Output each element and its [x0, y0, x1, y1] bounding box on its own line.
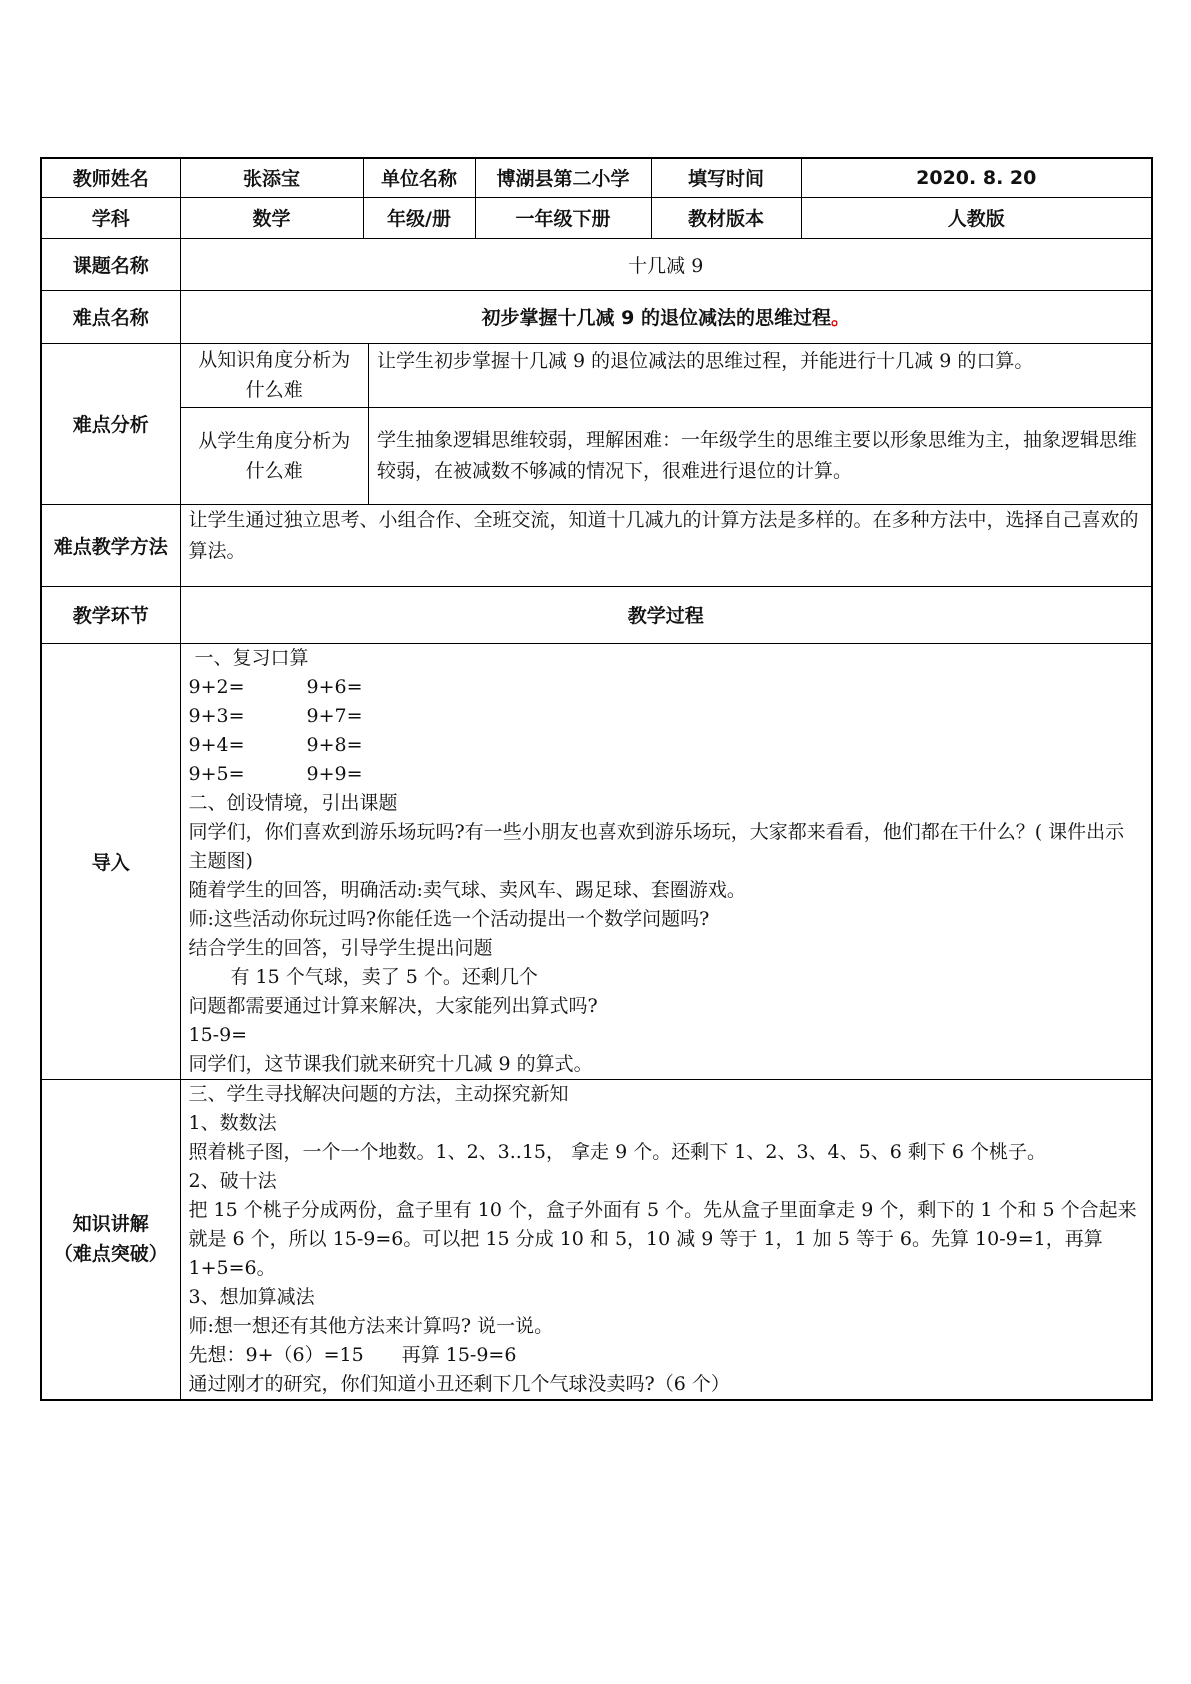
intro-label: 导入: [41, 643, 180, 1079]
lesson-plan-sheet: [40, 157, 1151, 1401]
knowledge-angle-label: 从知识角度分析为什么难: [181, 344, 369, 408]
knowledge-line: 三、学生寻找解决问题的方法，主动探究新知: [188, 1082, 569, 1105]
knowledge-line: 2、破十法: [188, 1169, 277, 1192]
lesson-plan-table: [40, 157, 1153, 1401]
intro-line: 师:这些活动你玩过吗?你能任选一个活动提出一个数学问题吗?: [188, 907, 710, 930]
knowledge-line: 通过刚才的研究，你们知道小丑还剩下几个气球没卖吗?（6 个）: [188, 1372, 730, 1395]
difficulty-dot: 。: [830, 307, 850, 329]
knowledge-label: 知识讲解: [72, 1213, 149, 1235]
intro-title: 一、复习口算: [194, 646, 309, 669]
drill-row: [189, 702, 1144, 731]
info-row-2: [41, 197, 1152, 238]
intro-row: [41, 643, 1152, 1079]
drill-item: 9+2=: [188, 675, 245, 698]
subject-value: 数学: [180, 197, 363, 238]
subject-label: 学科: [41, 197, 180, 238]
drill-item: 9+4=: [188, 733, 245, 756]
intro-line: 同学们，你们喜欢到游乐场玩吗?有一些小朋友也喜欢到游乐场玩，大家都来看看，他们都在干什么？( 课件出示主题图): [188, 820, 1125, 872]
method-row: [41, 504, 1152, 586]
intro-line: 同学们，这节课我们就来研究十几减 9 的算式。: [188, 1052, 593, 1075]
grade-value: 一年级下册: [475, 197, 651, 238]
drill-item: 9+3=: [188, 704, 245, 727]
unit-value: 博湖县第二小学: [475, 158, 651, 197]
student-angle-text: 学生抽象逻辑思维较弱，理解困难：一年级学生的思维主要以形象思维为主，抽象逻辑思维较弱，在被减数不够减的情况下，很难进行退位的计算。: [369, 407, 1152, 503]
analysis-label: 难点分析: [41, 343, 180, 504]
drill-item: 9+7=: [306, 704, 363, 727]
topic-row: [41, 238, 1152, 290]
knowledge-line: 把 15 个桃子分成两份，盒子里有 10 个，盒子外面有 5 个。先从盒子里面拿走 9 个，剩下的 1 个和 5 个合起来就是 6 个，所以 15-9=6。可以把 15 分成 10 和 5，10 减 9 等于 1，1 加 5 等于 6。先算 10-9=1，再算 1+5=6。: [188, 1198, 1137, 1279]
difficulty-text: 初步掌握十几减 9 的退位减法的思维过程: [481, 307, 831, 329]
drill-row: [189, 673, 1144, 702]
grade-label: 年级/册: [363, 197, 475, 238]
topic-value: 十几减 9: [180, 238, 1152, 290]
process-header: 教学过程: [180, 586, 1152, 643]
knowledge-angle-text: 让学生初步掌握十几减 9 的退位减法的思维过程，并能进行十几减 9 的口算。: [377, 349, 1034, 372]
analysis-cell: [180, 343, 1152, 504]
intro-content: [180, 643, 1152, 1079]
knowledge-sublabel: （难点突破）: [53, 1243, 168, 1265]
analysis-subtable: [181, 344, 1152, 504]
drill-item: 9+9=: [306, 762, 363, 785]
knowledge-line: 1、数数法: [188, 1111, 277, 1134]
knowledge-line: 照着桃子图，一个一个地数。1、2、3..15， 拿走 9 个。还剩下 1、2、3、4、5、6 剩下 6 个桃子。: [188, 1140, 1047, 1163]
knowledge-row: [41, 1079, 1152, 1400]
student-angle-label: 从学生角度分析为什么难: [181, 407, 369, 503]
method-label: 难点教学方法: [41, 504, 180, 586]
intro-question: 有 15 个气球，卖了 5 个。还剩几个: [230, 965, 538, 988]
knowledge-line: 师:想一想还有其他方法来计算吗? 说一说。: [188, 1314, 554, 1337]
edition-value: 人教版: [801, 197, 1152, 238]
fill-time-label: 填写时间: [651, 158, 801, 197]
intro-line: 二、创设情境，引出课题: [188, 791, 398, 814]
teacher-label: 教师姓名: [41, 158, 180, 197]
drill-row: [189, 731, 1144, 760]
edition-label: 教材版本: [651, 197, 801, 238]
difficulty-value: [180, 290, 1152, 343]
method-text: 让学生通过独立思考、小组合作、全班交流，知道十几减九的计算方法是多样的。在多种方法中，选择自己喜欢的算法。: [180, 504, 1152, 586]
analysis-row: [41, 343, 1152, 504]
teacher-value: 张添宝: [180, 158, 363, 197]
knowledge-line: 先想：9+（6）=15 再算 15-9=6: [188, 1343, 517, 1366]
drill-item: 9+5=: [188, 762, 245, 785]
knowledge-line: 3、想加算减法: [188, 1285, 315, 1308]
difficulty-row: [41, 290, 1152, 343]
intro-line: 问题都需要通过计算来解决，大家能列出算式吗?: [188, 994, 598, 1017]
drill-item: 9+6=: [306, 675, 363, 698]
knowledge-label-cell: [41, 1079, 180, 1400]
analysis-knowledge-row: [181, 344, 1152, 408]
info-row-1: [41, 158, 1152, 197]
drill-item: 9+8=: [306, 733, 363, 756]
intro-line: 结合学生的回答，引导学生提出问题: [188, 936, 493, 959]
unit-label: 单位名称: [363, 158, 475, 197]
knowledge-content: [180, 1079, 1152, 1400]
topic-label: 课题名称: [41, 238, 180, 290]
drill-row: [189, 760, 1144, 789]
difficulty-label: 难点名称: [41, 290, 180, 343]
intro-line: 随着学生的回答，明确活动:卖气球、卖风车、踢足球、套圈游戏。: [188, 878, 746, 901]
fill-time-value: 2020. 8. 20: [801, 158, 1152, 197]
analysis-student-row: [181, 407, 1152, 503]
stage-header: 教学环节: [41, 586, 180, 643]
process-header-row: [41, 586, 1152, 643]
intro-line: 15-9=: [188, 1023, 248, 1046]
